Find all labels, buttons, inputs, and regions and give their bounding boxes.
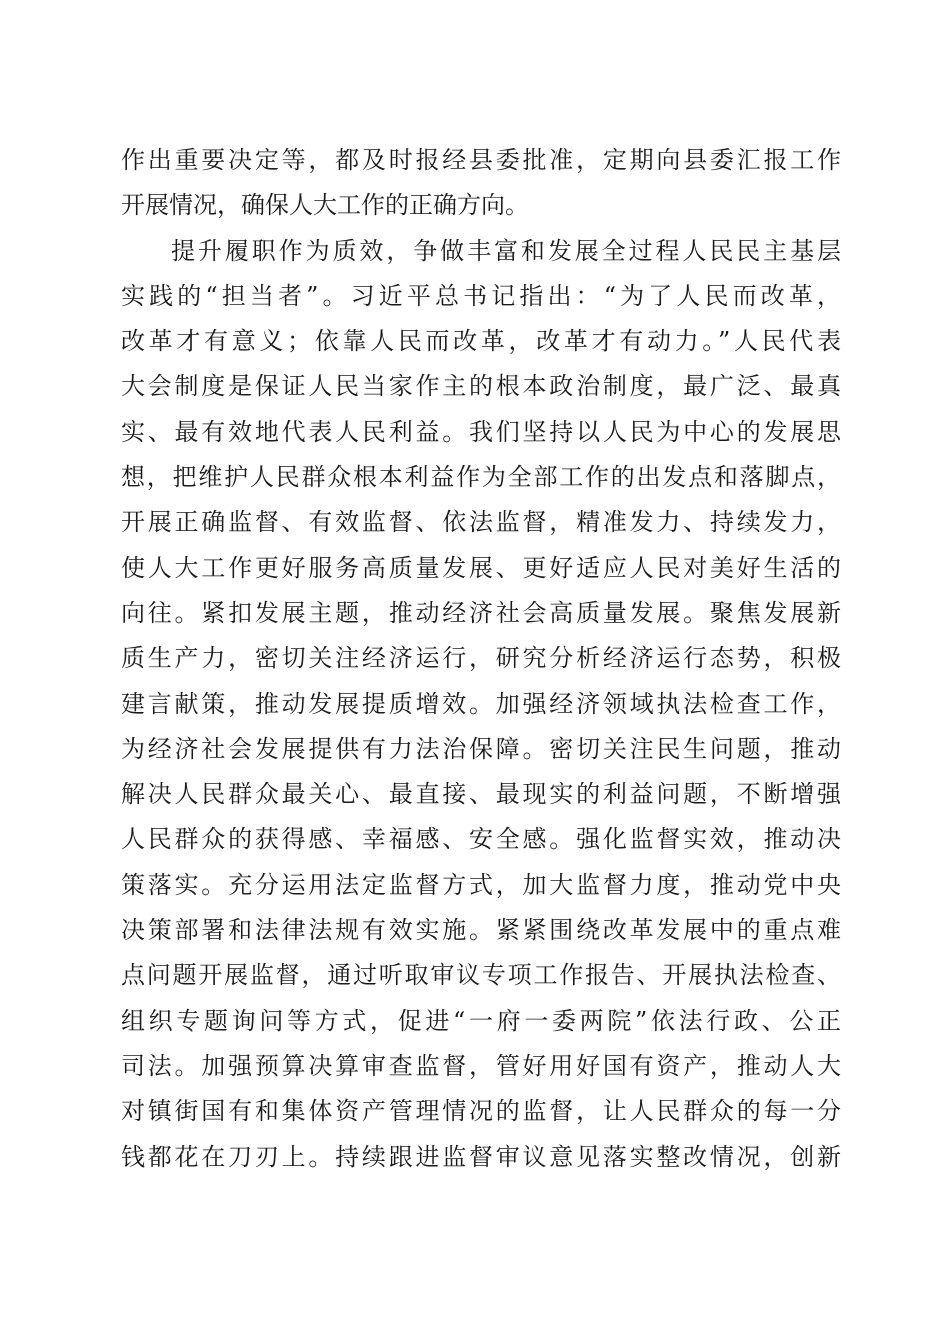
text-line: 向往。紧扣发展主题，推动经济社会高质量发展。聚焦发展新 xyxy=(121,598,841,627)
body-text xyxy=(121,138,841,1180)
text-line: 建言献策，推动发展提质增效。加强经济领域执法检查工作， xyxy=(121,689,841,718)
text-line: 质生产力，密切关注经济运行，研究分析经济运行态势，积极 xyxy=(121,644,841,673)
text-line: 点问题开展监督，通过听取审议专项工作报告、开展执法检查、 xyxy=(121,961,841,990)
text-line: 使人大工作更好服务高质量发展、更好适应人民对美好生活的 xyxy=(121,553,841,582)
text-line: 实践的“担当者”。习近平总书记指出：“为了人民而改革， xyxy=(121,281,841,310)
text-line: 对镇街国有和集体资产管理情况的监督，让人民群众的每一分 xyxy=(121,1097,841,1126)
text-line: 为经济社会发展提供有力法治保障。密切关注民生问题，推动 xyxy=(121,734,841,763)
text-line: 开展正确监督、有效监督、依法监督，精准发力、持续发力， xyxy=(121,508,841,537)
text-line: 作出重要决定等，都及时报经县委批准，定期向县委汇报工作 xyxy=(121,146,841,174)
text-line: 人民群众的获得感、幸福感、安全感。强化监督实效，推动决 xyxy=(121,825,841,854)
text-line: 钱都花在刀刃上。持续跟进监督审议意见落实整改情况，创新 xyxy=(121,1142,841,1171)
text-line: 司法。加强预算决算审查监督，管好用好国有资产，推动人大 xyxy=(121,1051,841,1080)
text-line: 策落实。充分运用法定监督方式，加大监督力度，推动党中央 xyxy=(121,870,841,899)
text-line: 实、最有效地代表人民利益。我们坚持以人民为中心的发展思 xyxy=(121,417,841,446)
text-line: 大会制度是保证人民当家作主的根本政治制度，最广泛、最真 xyxy=(121,372,841,401)
text-line: 开展情况，确保人大工作的正确方向。 xyxy=(121,191,529,220)
text-line: 解决人民群众最关心、最直接、最现实的利益问题，不断增强 xyxy=(121,780,841,809)
text-line: 决策部署和法律法规有效实施。紧紧围绕改革发展中的重点难 xyxy=(121,916,841,945)
text-line: 改革才有意义；依靠人民而改革，改革才有动力。”人民代表 xyxy=(121,327,841,356)
text-line: 提升履职作为质效，争做丰富和发展全过程人民民主基层 xyxy=(171,236,841,265)
text-line: 组织专题询问等方式，促进“一府一委两院”依法行政、公正 xyxy=(121,1006,841,1035)
text-line: 想，把维护人民群众根本利益作为全部工作的出发点和落脚点， xyxy=(121,463,841,492)
